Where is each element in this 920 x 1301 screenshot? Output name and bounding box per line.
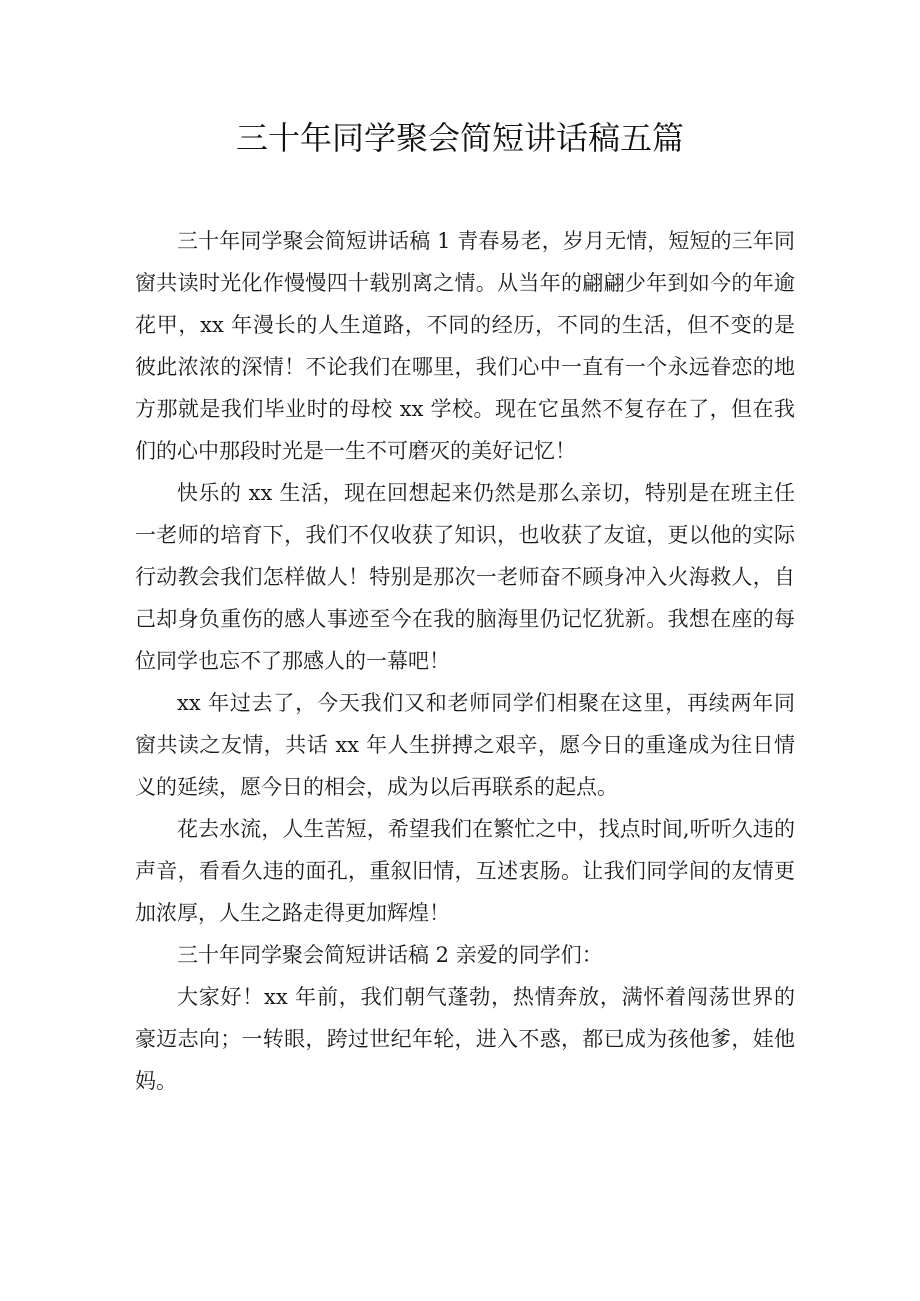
paragraph: 三十年同学聚会简短讲话稿 2 亲爱的同学们： (177, 943, 603, 967)
document-body (135, 220, 795, 1102)
document-title: 三十年同学聚会简短讲话稿五篇 (235, 119, 684, 157)
paragraph: 大家好！xx 年前，我们朝气蓬勃，热情奔放，满怀着闯荡世界的豪迈志向；一转眼，跨过世纪年轮，进入不惑，都已成为孩他爹，娃他妈。 (135, 985, 795, 1093)
paragraph: 花去水流，人生苦短，希望我们在繁忙之中，找点时间,听听久违的声音，看看久违的面孔，重叙旧情，互述衷肠。让我们同学间的友情更加浓厚，人生之路走得更加辉煌！ (135, 817, 795, 925)
paragraph: xx 年过去了，今天我们又和老师同学们相聚在这里，再续两年同窗共读之友情，共话 xx 年人生拼搏之艰辛，愿今日的重逢成为往日情义的延续，愿今日的相会，成为以后再联系的起点。 (135, 691, 795, 799)
paragraph: 三十年同学聚会简短讲话稿 1 青春易老，岁月无情，短短的三年同窗共读时光化作慢慢四十载别离之情。从当年的翩翩少年到如今的年逾花甲，xx 年漫长的人生道路，不同的经历，不同的生活，但不变的是彼此浓浓的深情！不论我们在哪里，我们心中一直有一个永远眷恋的地方那就是我们毕业时的母校 xx 学校。现在它虽然不复存在了，但在我们的心中那段时光是一生不可磨灭的美好记忆！ (135, 229, 795, 463)
paragraph: 快乐的 xx 生活，现在回想起来仍然是那么亲切，特别是在班主任一老师的培育下，我们不仅收获了知识，也收获了友谊，更以他的实际行动教会我们怎样做人！特别是那次一老师奋不顾身冲入火海救人，自己却身负重伤的感人事迹至今在我的脑海里仍记忆犹新。我想在座的每位同学也忘不了那感人的一幕吧！ (135, 481, 795, 673)
